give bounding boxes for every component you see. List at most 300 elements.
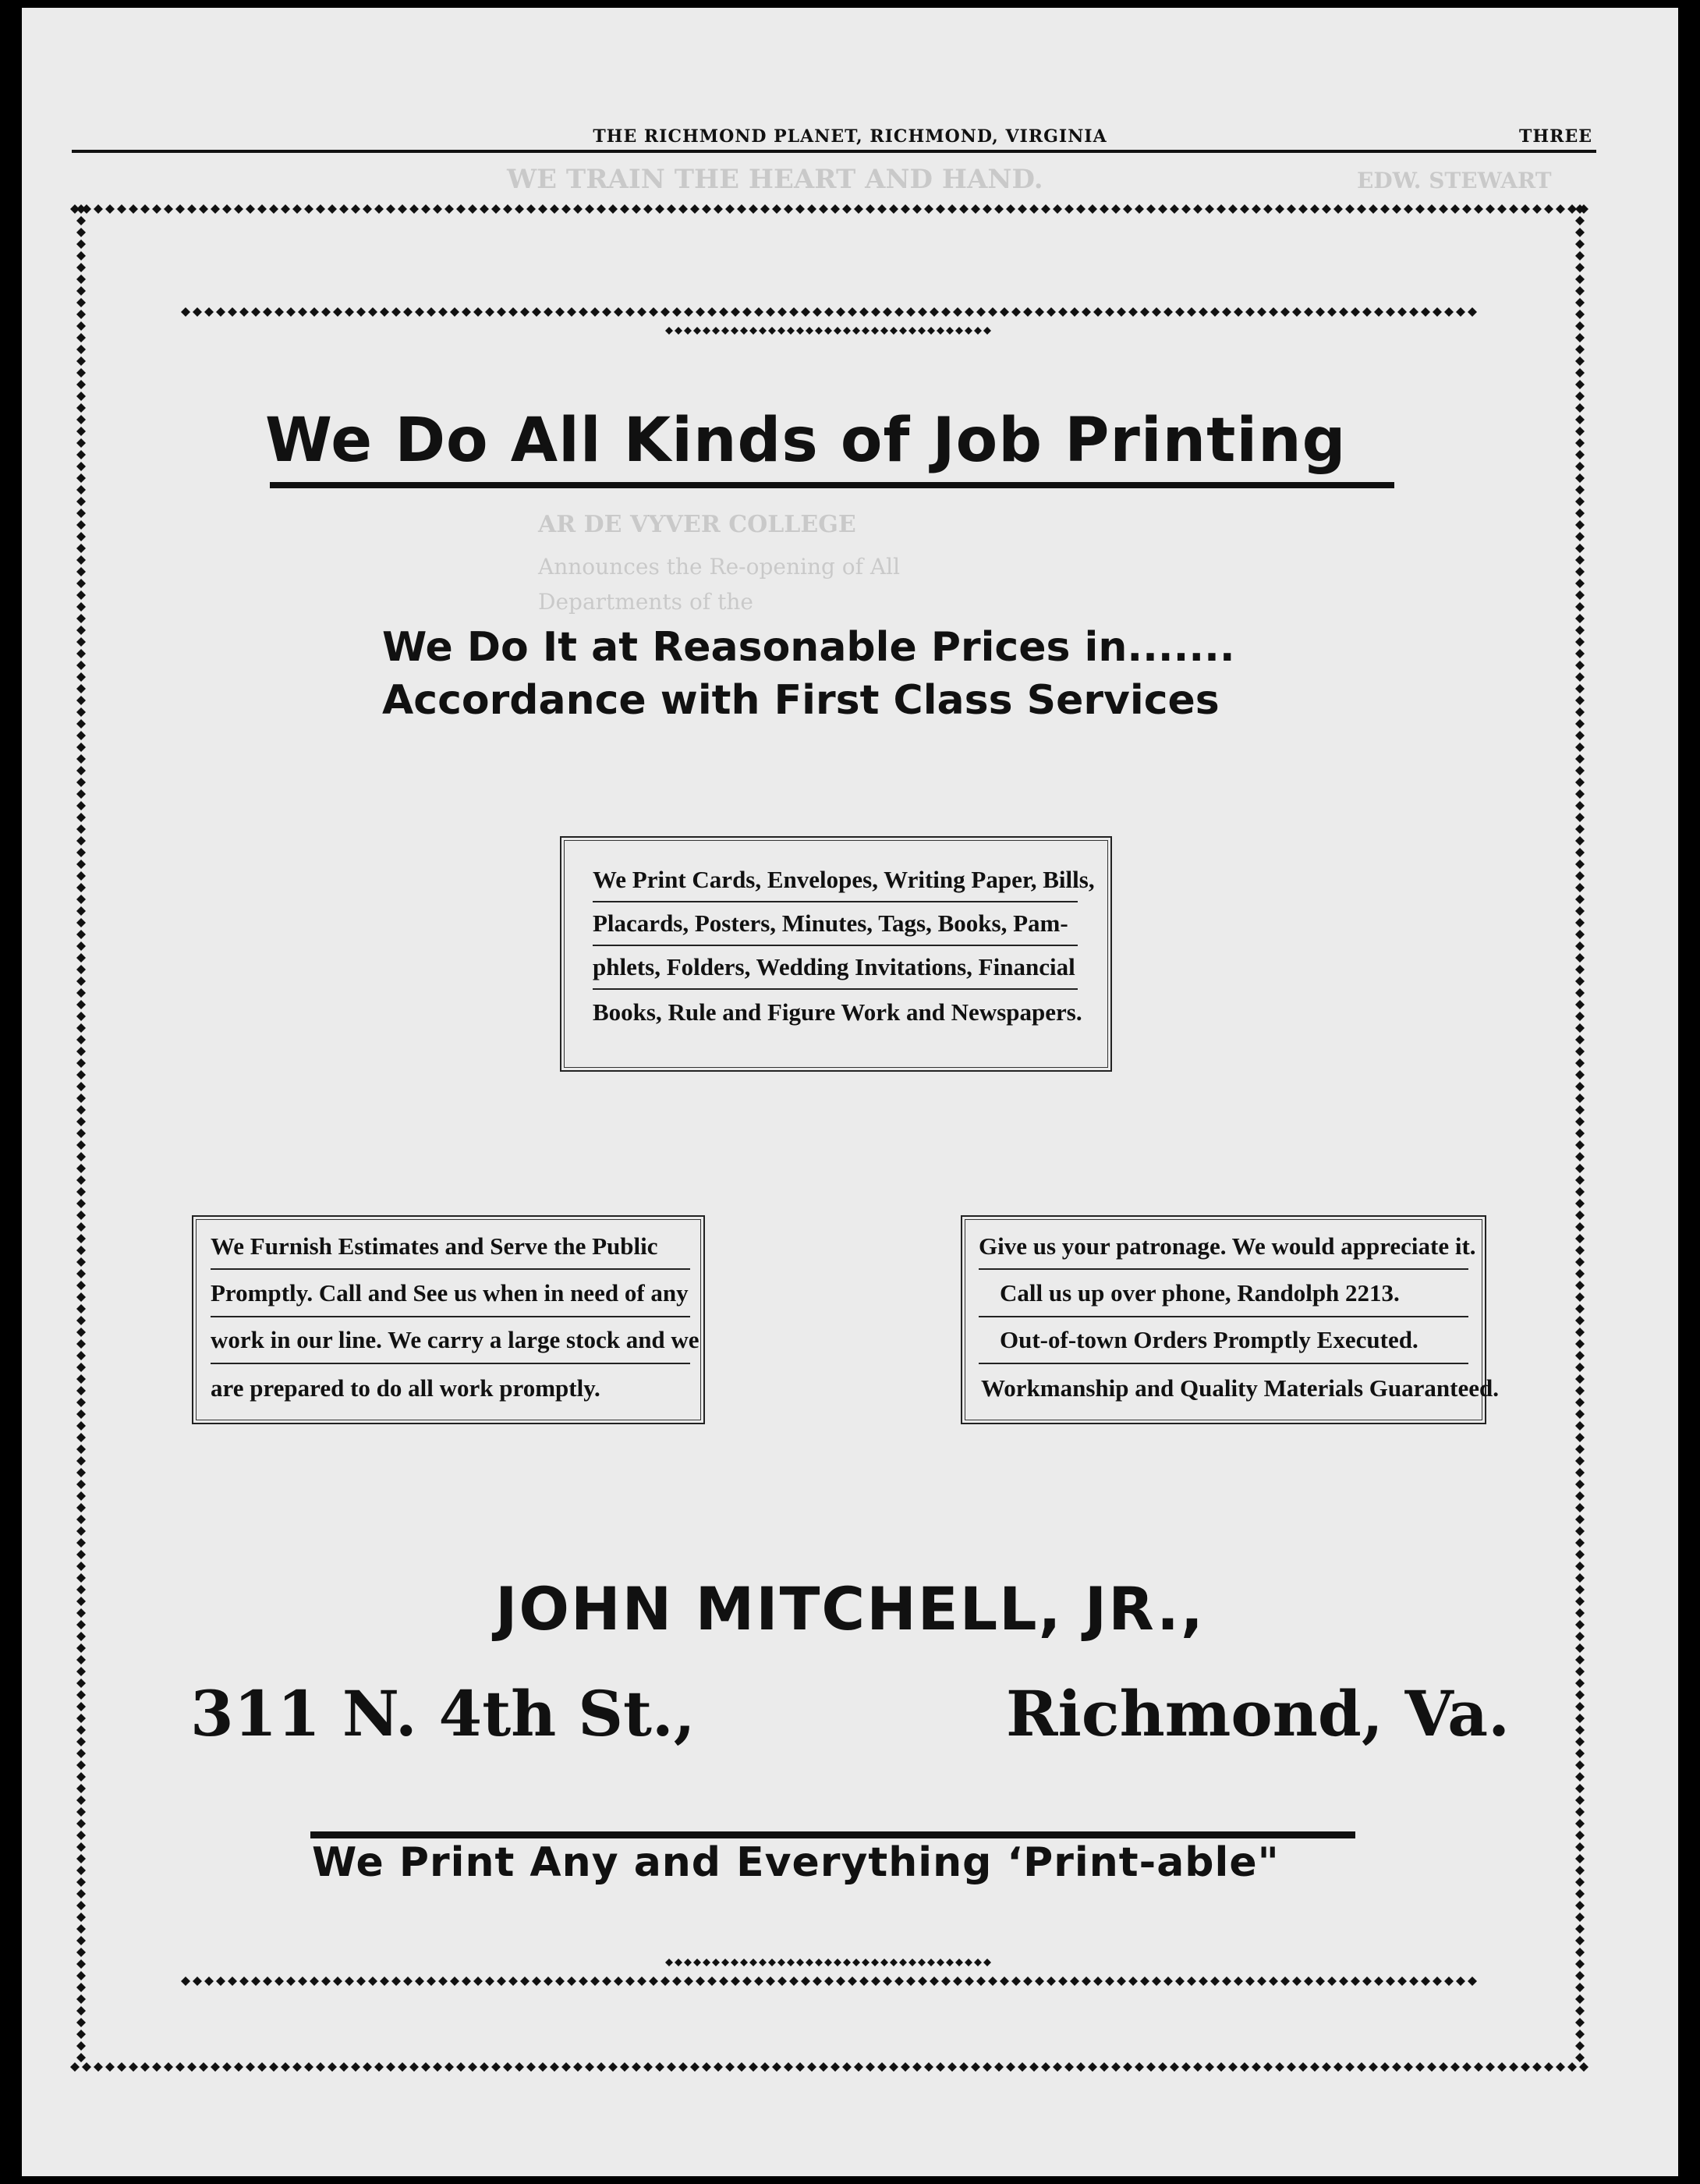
border-diamond: [76, 778, 86, 787]
border-diamond: [1351, 307, 1360, 317]
border-diamond: [1575, 509, 1585, 518]
border-diamond: [310, 1977, 319, 1986]
border-diamond: [76, 1058, 86, 1068]
border-diamond: [181, 307, 190, 317]
border-diamond: [76, 509, 86, 518]
border-diamond: [749, 204, 758, 214]
border-diamond: [211, 2062, 220, 2072]
border-diamond: [824, 327, 832, 335]
border-diamond: [1011, 307, 1021, 317]
border-diamond: [1082, 307, 1091, 317]
border-diamond: [1369, 2062, 1378, 2072]
border-diamond: [76, 1304, 86, 1314]
ad-headline: We Do All Kinds of Job Printing: [265, 406, 1347, 476]
border-diamond: [76, 1047, 86, 1056]
border-diamond: [76, 1480, 86, 1489]
border-diamond: [1170, 2062, 1179, 2072]
border-diamond: [795, 204, 805, 214]
border-diamond: [76, 1409, 86, 1419]
border-diamond: [1439, 204, 1448, 214]
border-diamond: [625, 1977, 635, 1986]
border-diamond: [883, 307, 892, 317]
border-diamond: [76, 1819, 86, 1828]
border-diamond: [693, 327, 701, 335]
border-diamond: [672, 307, 682, 317]
border-diamond: [1421, 307, 1430, 317]
border-diamond: [675, 1959, 682, 1966]
border-diamond: [772, 2062, 781, 2072]
border-diamond: [742, 307, 752, 317]
border-diamond: [1362, 1977, 1372, 1986]
border-diamond: [76, 1866, 86, 1875]
border-diamond: [76, 1246, 86, 1255]
estimates-box-line: are prepared to do all work promptly.: [211, 1374, 600, 1402]
border-diamond: [1409, 307, 1418, 317]
border-diamond: [930, 1977, 939, 1986]
border-diamond: [1386, 1977, 1395, 1986]
border-diamond: [251, 307, 260, 317]
border-diamond: [1058, 307, 1068, 317]
border-diamond: [784, 2062, 793, 2072]
border-diamond: [1199, 307, 1208, 317]
border-diamond: [1544, 2062, 1553, 2072]
border-diamond: [787, 327, 795, 335]
border-diamond: [836, 307, 845, 317]
border-diamond: [105, 204, 115, 214]
border-diamond: [1575, 251, 1585, 261]
border-diamond: [433, 2062, 442, 2072]
border-diamond: [1093, 307, 1103, 317]
border-diamond: [1245, 307, 1255, 317]
border-diamond: [216, 1977, 225, 1986]
border-diamond: [1193, 204, 1202, 214]
border-diamond: [1575, 696, 1585, 705]
border-diamond: [386, 2062, 395, 2072]
border-diamond: [1575, 1515, 1585, 1524]
border-diamond: [1486, 204, 1495, 214]
border-diamond: [1310, 204, 1319, 214]
border-diamond: [1575, 1433, 1585, 1442]
border-diamond: [1575, 860, 1585, 869]
border-diamond: [620, 2062, 629, 2072]
border-diamond: [684, 1977, 693, 1986]
border-diamond: [76, 204, 86, 214]
border-diamond: [777, 307, 787, 317]
border-diamond: [76, 263, 86, 272]
border-diamond: [1269, 1977, 1278, 1986]
border-diamond: [1000, 1977, 1009, 1986]
border-diamond: [76, 661, 86, 670]
border-diamond: [1521, 204, 1530, 214]
border-diamond: [1575, 567, 1585, 576]
border-diamond: [1333, 2062, 1343, 2072]
border-diamond: [1575, 1480, 1585, 1489]
border-diamond: [807, 204, 816, 214]
border-diamond: [374, 2062, 384, 2072]
border-diamond: [269, 204, 278, 214]
border-diamond: [1093, 1977, 1103, 1986]
border-diamond: [76, 1784, 86, 1793]
border-diamond: [76, 2041, 86, 2051]
border-diamond: [1567, 2062, 1577, 2072]
border-diamond: [852, 327, 860, 335]
border-diamond: [1575, 1854, 1585, 1863]
border-diamond: [871, 1977, 880, 1986]
border-diamond: [579, 1977, 588, 1986]
border-diamond: [1575, 216, 1585, 225]
border-diamond: [1304, 1977, 1313, 1986]
border-diamond: [76, 1421, 86, 1431]
border-diamond: [1575, 392, 1585, 401]
border-diamond: [1575, 836, 1585, 846]
border-diamond: [1575, 1328, 1585, 1337]
services-box-rule: [593, 945, 1078, 946]
border-diamond: [1575, 801, 1585, 810]
border-diamond: [1064, 204, 1074, 214]
border-diamond: [1433, 1977, 1442, 1986]
border-diamond: [1575, 1831, 1585, 1840]
border-diamond: [889, 2062, 898, 2072]
estimates-box-line: We Furnish Estimates and Serve the Public: [211, 1232, 658, 1260]
border-diamond: [1575, 1409, 1585, 1419]
border-diamond: [1240, 204, 1249, 214]
border-diamond: [1380, 2062, 1390, 2072]
border-diamond: [321, 1977, 331, 1986]
border-diamond: [768, 1959, 776, 1966]
border-diamond: [649, 307, 658, 317]
border-diamond: [1374, 307, 1383, 317]
border-diamond: [1575, 778, 1585, 787]
border-diamond: [1053, 204, 1062, 214]
border-diamond: [1327, 1977, 1337, 1986]
border-diamond: [76, 731, 86, 740]
border-diamond: [76, 485, 86, 495]
services-box-line: Placards, Posters, Minutes, Tags, Books, Pam-: [593, 909, 1068, 937]
border-diamond: [1070, 307, 1079, 317]
border-diamond: [76, 941, 86, 951]
border-diamond: [204, 307, 214, 317]
border-diamond: [485, 1977, 494, 1986]
border-diamond: [1351, 1977, 1360, 1986]
border-diamond: [1575, 1737, 1585, 1746]
border-diamond: [76, 719, 86, 729]
border-diamond: [76, 1140, 86, 1150]
border-diamond: [974, 327, 982, 335]
border-diamond: [1575, 1796, 1585, 1805]
services-box-line: phlets, Folders, Wedding Invitations, Financial: [593, 953, 1075, 980]
border-diamond: [82, 2062, 91, 2072]
border-diamond: [1170, 204, 1179, 214]
border-diamond: [76, 918, 86, 927]
border-diamond: [941, 307, 951, 317]
border-diamond: [1298, 2062, 1308, 2072]
border-diamond: [76, 860, 86, 869]
border-diamond: [1123, 204, 1132, 214]
border-diamond: [76, 427, 86, 436]
border-diamond: [1575, 1070, 1585, 1080]
border-diamond: [983, 327, 991, 335]
border-diamond: [1575, 1877, 1585, 1887]
border-diamond: [815, 327, 823, 335]
border-diamond: [76, 1386, 86, 1395]
border-diamond: [76, 1152, 86, 1161]
border-diamond: [1575, 415, 1585, 424]
border-diamond: [1397, 307, 1407, 317]
border-diamond: [1023, 307, 1032, 317]
border-diamond: [1228, 2062, 1238, 2072]
border-diamond: [1152, 1977, 1161, 1986]
border-diamond: [76, 707, 86, 717]
border-diamond: [105, 2062, 115, 2072]
border-diamond: [760, 204, 770, 214]
border-diamond: [76, 1468, 86, 1477]
border-diamond: [1575, 286, 1585, 296]
border-diamond: [1322, 204, 1331, 214]
border-diamond: [1575, 1901, 1585, 1910]
border-diamond: [1275, 204, 1284, 214]
border-diamond: [655, 2062, 664, 2072]
border-diamond: [544, 307, 553, 317]
border-diamond: [76, 1234, 86, 1243]
border-diamond: [703, 1959, 710, 1966]
border-diamond: [1575, 1187, 1585, 1197]
border-diamond: [76, 1667, 86, 1676]
border-diamond: [76, 345, 86, 354]
border-diamond: [444, 204, 454, 214]
border-diamond: [491, 2062, 501, 2072]
border-diamond: [363, 204, 372, 214]
border-diamond: [924, 204, 933, 214]
border-diamond: [1575, 1211, 1585, 1220]
border-diamond: [1444, 1977, 1454, 1986]
border-diamond: [1575, 895, 1585, 904]
border-diamond: [415, 1977, 424, 1986]
border-diamond: [263, 1977, 272, 1986]
border-diamond: [1345, 204, 1355, 214]
border-diamond: [678, 2062, 688, 2072]
border-diamond: [222, 204, 232, 214]
border-diamond: [1339, 1977, 1348, 1986]
border-diamond: [953, 307, 962, 317]
border-diamond: [228, 1977, 237, 1986]
border-diamond: [76, 1351, 86, 1360]
border-diamond: [1544, 204, 1553, 214]
border-diamond: [871, 1959, 879, 1966]
border-diamond: [1575, 824, 1585, 834]
border-diamond: [1392, 2062, 1401, 2072]
border-diamond: [749, 2062, 758, 2072]
border-diamond: [1035, 1977, 1044, 1986]
border-diamond: [1575, 1386, 1585, 1395]
border-diamond: [1439, 2062, 1448, 2072]
border-diamond: [1575, 871, 1585, 881]
services-box-line: We Print Cards, Envelopes, Writing Paper, Bills,: [593, 866, 1095, 893]
border-diamond: [1575, 1047, 1585, 1056]
border-diamond: [76, 1901, 86, 1910]
border-diamond: [76, 473, 86, 483]
border-diamond: [880, 1959, 888, 1966]
border-diamond: [941, 1977, 951, 1986]
border-diamond: [76, 906, 86, 916]
border-diamond: [620, 204, 629, 214]
border-diamond: [719, 1977, 728, 1986]
border-diamond: [1222, 1977, 1231, 1986]
border-diamond: [988, 307, 997, 317]
border-diamond: [1369, 204, 1378, 214]
border-diamond: [1298, 204, 1308, 214]
border-diamond: [1450, 2062, 1460, 2072]
border-diamond: [532, 1977, 541, 1986]
border-diamond: [391, 307, 401, 317]
border-diamond: [1415, 2062, 1425, 2072]
border-diamond: [1468, 1977, 1477, 1986]
border-diamond: [415, 307, 424, 317]
border-diamond: [76, 1842, 86, 1852]
border-diamond: [1575, 672, 1585, 682]
border-diamond: [725, 204, 735, 214]
border-diamond: [1575, 1538, 1585, 1548]
border-diamond: [538, 2062, 547, 2072]
border-diamond: [602, 307, 611, 317]
border-diamond: [76, 216, 86, 225]
border-diamond: [76, 1796, 86, 1805]
border-diamond: [965, 327, 972, 335]
border-diamond: [1018, 204, 1027, 214]
border-diamond: [1575, 766, 1585, 775]
border-diamond: [76, 1000, 86, 1009]
border-diamond: [924, 2062, 933, 2072]
border-diamond: [1374, 1977, 1383, 1986]
border-diamond: [1575, 1316, 1585, 1325]
border-diamond: [667, 2062, 676, 2072]
border-diamond: [667, 204, 676, 214]
bleed-through-text: WE TRAIN THE HEART AND HAND.: [507, 164, 1043, 195]
border-diamond: [1041, 2062, 1050, 2072]
border-diamond: [714, 2062, 723, 2072]
border-diamond: [76, 275, 86, 284]
border-diamond: [76, 1959, 86, 1969]
border-diamond: [1575, 1374, 1585, 1384]
border-diamond: [899, 327, 907, 335]
border-diamond: [76, 1807, 86, 1817]
border-diamond: [450, 307, 459, 317]
border-diamond: [1556, 2062, 1565, 2072]
border-diamond: [462, 1977, 471, 1986]
border-diamond: [1575, 555, 1585, 565]
border-diamond: [661, 1977, 670, 1986]
border-diamond: [526, 204, 536, 214]
border-diamond: [281, 2062, 290, 2072]
border-diamond: [579, 307, 588, 317]
border-diamond: [1575, 953, 1585, 963]
border-diamond: [480, 2062, 489, 2072]
border-diamond: [1509, 204, 1518, 214]
border-diamond: [852, 1959, 860, 1966]
border-diamond: [76, 1679, 86, 1688]
border-diamond: [1575, 965, 1585, 974]
border-diamond: [1199, 1977, 1208, 1986]
patronage-box-line: Out-of-town Orders Promptly Executed.: [1000, 1326, 1418, 1353]
border-diamond: [1575, 731, 1585, 740]
border-diamond: [1152, 307, 1161, 317]
border-diamond: [784, 204, 793, 214]
border-diamond: [76, 2018, 86, 2027]
border-diamond: [1404, 2062, 1413, 2072]
border-diamond: [398, 2062, 407, 2072]
border-diamond: [1210, 307, 1220, 317]
border-diamond: [1380, 204, 1390, 214]
border-diamond: [1575, 532, 1585, 541]
border-diamond: [76, 1936, 86, 1945]
border-diamond: [684, 1959, 692, 1966]
border-diamond: [222, 2062, 232, 2072]
border-diamond: [665, 1959, 673, 1966]
border-diamond: [953, 1977, 962, 1986]
border-diamond: [742, 1977, 752, 1986]
border-diamond: [1575, 1398, 1585, 1407]
border-diamond: [899, 1959, 907, 1966]
border-diamond: [76, 462, 86, 471]
border-diamond: [1575, 2030, 1585, 2039]
border-diamond: [1575, 649, 1585, 658]
border-diamond: [76, 567, 86, 576]
patronage-box-rule: [979, 1268, 1468, 1270]
border-diamond: [1128, 1977, 1138, 1986]
border-diamond: [1575, 1164, 1585, 1173]
border-diamond: [1575, 1690, 1585, 1700]
border-diamond: [76, 1328, 86, 1337]
border-diamond: [1158, 204, 1167, 214]
border-diamond: [1575, 1292, 1585, 1302]
border-diamond: [76, 1760, 86, 1770]
border-diamond: [1575, 380, 1585, 389]
border-diamond: [693, 1959, 701, 1966]
border-diamond: [731, 307, 740, 317]
border-diamond: [1105, 307, 1114, 317]
border-diamond: [796, 327, 804, 335]
estimates-box-rule: [211, 1363, 690, 1364]
border-diamond: [880, 327, 888, 335]
border-diamond: [76, 754, 86, 764]
border-diamond: [76, 696, 86, 705]
border-diamond: [834, 1959, 841, 1966]
headline-underline: [270, 482, 1394, 488]
border-diamond: [1575, 637, 1585, 647]
border-diamond: [965, 1959, 972, 1966]
border-diamond: [1575, 1351, 1585, 1360]
border-diamond: [1575, 1175, 1585, 1185]
border-diamond: [76, 1983, 86, 1992]
border-diamond: [871, 327, 879, 335]
border-diamond: [678, 204, 688, 214]
border-diamond: [409, 2062, 419, 2072]
patronage-box-line: Workmanship and Quality Materials Guaranteed.: [981, 1374, 1499, 1402]
border-diamond: [76, 1316, 86, 1325]
border-diamond: [1006, 2062, 1015, 2072]
border-diamond: [76, 1831, 86, 1840]
border-diamond: [983, 2062, 992, 2072]
border-diamond: [76, 883, 86, 892]
border-diamond: [503, 204, 512, 214]
border-diamond: [632, 204, 641, 214]
border-diamond: [76, 1082, 86, 1091]
border-diamond: [1575, 941, 1585, 951]
border-diamond: [908, 1959, 916, 1966]
border-diamond: [1575, 883, 1585, 892]
border-diamond: [181, 1977, 190, 1986]
border-diamond: [1575, 1035, 1585, 1044]
border-diamond: [1575, 1363, 1585, 1372]
